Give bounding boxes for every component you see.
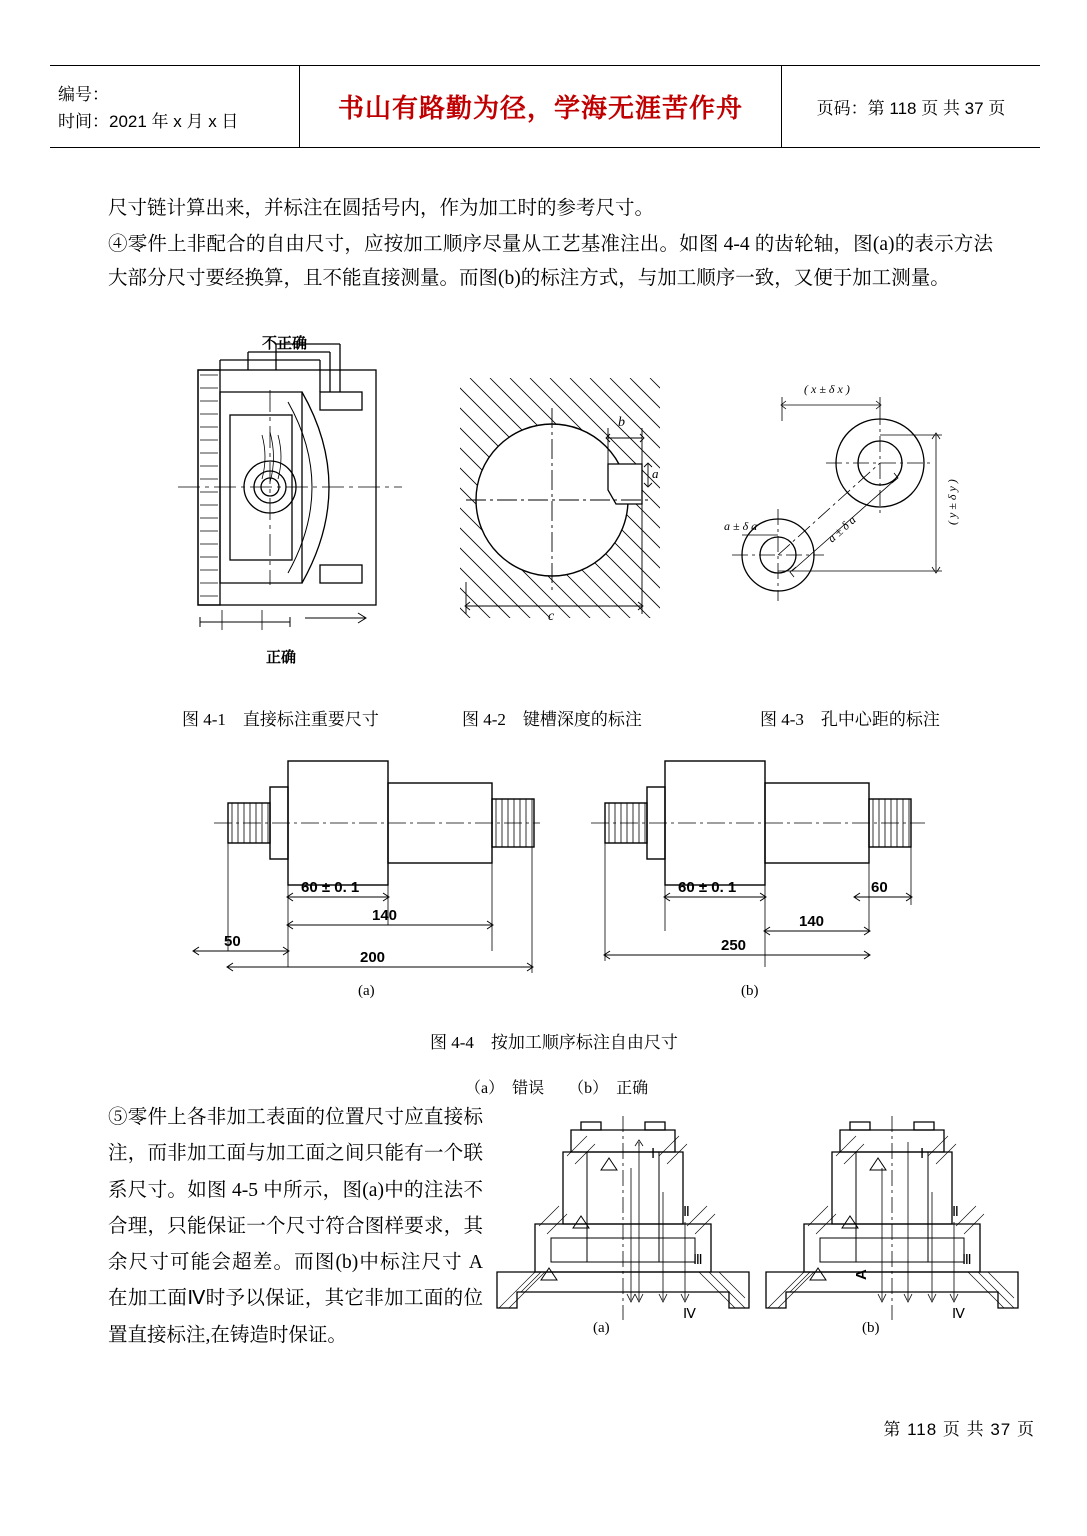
figure-4-4b-dim-3: 140 [799, 913, 825, 930]
figure-4-5a-mark-3: Ⅲ [693, 1253, 703, 1268]
figure-4-2-dim-b: b [618, 415, 625, 430]
figure-4-4b-label: (b) [741, 983, 759, 999]
figure-4-3-dim-right: ( y ± δ y ) [945, 479, 959, 525]
figure-4-5a-mark-1: Ⅰ [651, 1147, 656, 1162]
figure-4-5a [487, 1112, 759, 1337]
figure-4-5b-mark-3: Ⅲ [962, 1253, 972, 1268]
header-time-label: 时间：2021 年 x 月 x 日 [58, 111, 239, 131]
figure-4-4a-dim-3: 50 [224, 933, 241, 950]
figure-4-2-dim-a: a [652, 466, 659, 481]
header-left-block [50, 66, 300, 147]
figure-4-4b-dim-4: 250 [721, 937, 747, 954]
figure-4-3 [720, 375, 975, 635]
header-number-label: 编号： [58, 85, 109, 105]
figure-4-4a-dim-1: 60 ± 0. 1 [301, 879, 360, 896]
figure-4-5a-label: (a) [593, 1320, 610, 1336]
figure-4-1 [170, 330, 410, 670]
figure-4-4a-dim-4: 200 [360, 949, 386, 966]
figure-4-2-dim-c: c [548, 609, 555, 624]
header-page-info: 页码：第 118 页 共 37 页 [781, 66, 1040, 147]
figure-4-3-dim-top: ( x ± δ x ) [804, 382, 850, 396]
caption-figure-4-3: 图 4-3 孔中心距的标注 [760, 710, 940, 729]
figure-4-1-top-label: 不正确 [262, 335, 308, 352]
figure-4-5b-mark-2: Ⅱ [952, 1205, 959, 1220]
figure-4-5b-mark-4: Ⅳ [952, 1307, 965, 1322]
figure-4-5b-dim-A: A [853, 1269, 870, 1280]
figure-4-4b-dim-1: 60 ± 0. 1 [678, 879, 737, 896]
caption-figure-4-4-sub: （a） 错误 （b） 正确 [465, 1080, 649, 1097]
figure-4-5a-mark-4: Ⅳ [683, 1307, 696, 1322]
figure-4-5b-mark-1: Ⅰ [920, 1147, 925, 1162]
header-motto: 书山有路勤为径，学海无涯苦作舟 [337, 94, 743, 123]
figure-4-4a [180, 755, 540, 1000]
paragraph-3: ⑤零件上各非加工表面的位置尺寸应直接标注，而非加工面与加工面之间只能有一个联系尺寸。如图 4-5 中所示，图(a)中的注法不合理，只能保证一个尺寸符合图样要求，其余尺寸可能会超差。而图(b)中标注尺寸 A 在加工面Ⅳ时予以保证，其它非加工面的位置直接标注,在铸造时保证。 [108, 1107, 483, 1346]
caption-figure-4-1: 图 4-1 直接标注重要尺寸 [182, 710, 379, 729]
figure-4-5a-mark-2: Ⅱ [683, 1205, 690, 1220]
figure-4-3-dim-diag: a ± δ a [824, 512, 859, 546]
figure-4-1-bottom-label: 正确 [266, 649, 297, 666]
caption-figure-4-2: 图 4-2 键槽深度的标注 [462, 710, 642, 729]
figure-4-2 [430, 368, 680, 648]
figure-4-3-dim-a: a ± δ a [724, 519, 758, 533]
figure-4-4a-dim-2: 140 [372, 907, 398, 924]
page-footer: 第 118 页 共 37 页 [883, 1420, 1035, 1439]
paragraph-1: 尺寸链计算出来，并标注在圆括号内，作为加工时的参考尺寸。 [108, 198, 655, 219]
figure-4-5b [756, 1112, 1028, 1337]
page-header [50, 65, 1040, 148]
paragraph-2: ④零件上非配合的自由尺寸，应按加工顺序尽量从工艺基准注出。如图 4-4 的齿轮轴，图(a)的表示方法大部分尺寸要经换算，且不能直接测量。而图(b)的标注方式，与加工顺序一致，又便于加工测量。 [108, 234, 993, 289]
figure-4-4b-dim-2: 60 [871, 879, 888, 896]
figure-4-4a-label: (a) [358, 983, 375, 999]
caption-figure-4-4: 图 4-4 按加工顺序标注自由尺寸 [430, 1033, 678, 1052]
figure-4-5b-label: (b) [862, 1320, 880, 1336]
figure-4-4b [575, 755, 935, 1000]
